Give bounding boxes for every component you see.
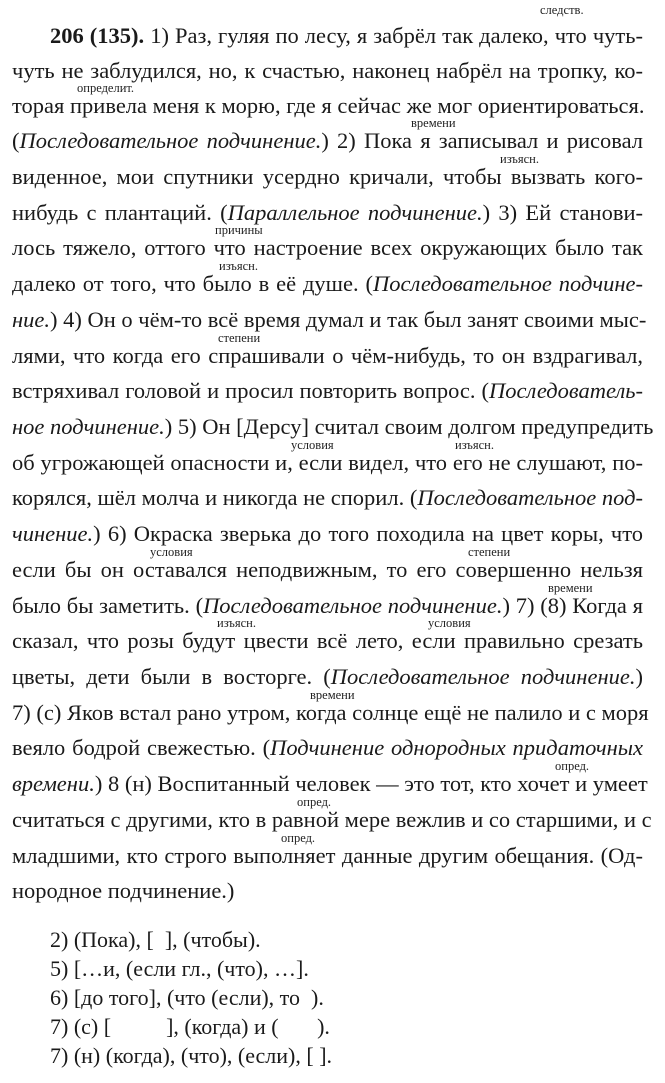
text-line (50, 25, 643, 46)
text-line (12, 595, 643, 616)
italic-note: Последовательное под- (417, 485, 643, 510)
text-segment: чуть не заблудился, но, к счастью, наконец набрёл на тропку, ко- (12, 58, 643, 83)
text-line (12, 771, 648, 796)
text-line (12, 307, 647, 332)
text-segment: лось тяжело, оттого что настроение всех окружающих было так (12, 235, 643, 260)
text-line (12, 273, 643, 294)
italic-note: времени. (12, 771, 95, 796)
text-segment: торая привела меня к морю, где я сейчас же мог ориентироваться. (12, 93, 645, 118)
text-segment: цветы, дети были в восторге. ( (12, 664, 331, 689)
clause-annotation: времени (548, 581, 593, 595)
text-segment: виденное, мои спутники усердно кричали, чтобы вызвать кого- (12, 164, 643, 189)
text-line (12, 845, 643, 866)
scheme-line: 7) (н) (когда), (что), (если), [ ]. (50, 1043, 333, 1068)
clause-annotation: степени (468, 545, 511, 559)
clause-annotation: опред. (297, 795, 332, 809)
italic-note: чинение. (12, 521, 94, 546)
text-line (12, 807, 652, 832)
italic-note: Последовательное подчинение. (330, 664, 636, 689)
text-segment: ) 8 (н) Воспитанный человек — это тот, кто хочет и умеет (94, 771, 648, 796)
text-segment: ) (635, 664, 643, 689)
text-line (12, 523, 643, 544)
text-line (12, 630, 643, 651)
text-segment: об угрожающей опасности и, если видел, что его не слушают, по- (12, 450, 643, 475)
text-line (12, 737, 643, 758)
text-line (12, 880, 643, 901)
text-line (12, 559, 643, 580)
clause-annotation: условия (150, 545, 193, 559)
italic-note: Последователь- (489, 378, 643, 403)
clause-annotation: времени (411, 116, 456, 130)
text-line (12, 380, 643, 401)
text-segment: далеко от того, что было в её душе. ( (12, 271, 373, 296)
italic-note: ное подчинение. (12, 414, 165, 439)
clause-annotation: определит. (77, 81, 135, 95)
text-line (12, 452, 643, 473)
scheme-line: 5) […и, (если гл., (что), …]. (50, 956, 309, 981)
text-segment: встряхивал головой и просил повторить вопрос. ( (12, 378, 489, 403)
text-segment: ( (12, 128, 20, 153)
text-segment: ) 7) (8) Когда я (502, 593, 643, 618)
text-line (12, 60, 643, 81)
text-line (12, 700, 649, 725)
italic-note: Параллельное подчинение. (227, 200, 483, 225)
clause-annotation: изъясн. (217, 616, 256, 630)
clause-annotation: опред. (555, 759, 590, 773)
text-segment: было бы заметить. ( (12, 593, 204, 618)
text-line (12, 345, 643, 366)
clause-annotation: условия (291, 438, 334, 452)
text-segment: считаться с другими, кто в равной мере вежлив и со старшими, и с (12, 807, 652, 832)
italic-note: ние. (12, 307, 51, 332)
text-line (12, 666, 643, 687)
text-line (12, 166, 643, 187)
text-segment: нибудь с плантаций. ( (12, 200, 228, 225)
scheme-line: 7) (с) [ ], (когда) и ( ). (50, 1014, 330, 1039)
text-segment: корялся, шёл молча и никогда не спорил. ( (12, 485, 418, 510)
clause-annotation: степени (218, 331, 261, 345)
text-line (12, 414, 654, 439)
italic-note: Последовательное подчинение. (203, 593, 503, 618)
text-line (12, 487, 643, 508)
scheme-line: 6) [до того], (что (если), то ). (50, 985, 324, 1010)
text-segment: лями, что когда его спрашивали о чём-нибудь, то он вздрагивал, (12, 343, 643, 368)
clause-annotation: причины (215, 223, 263, 237)
clause-annotation: условия (428, 616, 471, 630)
text-line (12, 237, 643, 258)
text-segment: ) 4) Он о чём-то всё время думал и так был занят своими мыс- (50, 307, 647, 332)
text-segment: веяло бодрой свежестью. ( (12, 735, 271, 760)
text-line (12, 130, 643, 151)
italic-note: Подчинение однородных придаточных (270, 735, 643, 760)
text-segment: ) 5) Он [Дерсу] считал своим долгом предупредить (164, 414, 654, 439)
text-line (12, 95, 643, 116)
exercise-number: 206 (135). (50, 23, 145, 48)
clause-annotation: изъясн. (219, 259, 258, 273)
text-segment: младшими, кто строго выполняет данные другим обещания. (Од- (12, 843, 643, 868)
text-segment: ) 3) Ей станови- (482, 200, 643, 225)
text-segment: 1) Раз, гуляя по лесу, я забрёл так далеко, что чуть- (144, 23, 643, 48)
italic-note: Последовательное подчине- (372, 271, 643, 296)
text-segment: ) 2) Пока я записывал и рисовал (321, 128, 643, 153)
text-segment: если бы он оставался неподвижным, то его совершенно нельзя (12, 557, 643, 582)
italic-note: Последовательное подчинение. (19, 128, 322, 153)
clause-annotation: времени (310, 688, 355, 702)
clause-annotation: изъясн. (500, 152, 539, 166)
text-segment: нородное подчинение.) (12, 878, 235, 903)
scheme-line: 2) (Пока), [ ], (чтобы). (50, 927, 261, 952)
text-segment: сказал, что розы будут цвести всё лето, если правильно срезать (12, 628, 643, 653)
clause-annotation: следств. (540, 3, 584, 17)
text-segment: ) 6) Окраска зверька до того походила на цвет коры, что (93, 521, 643, 546)
clause-annotation: опред. (281, 831, 316, 845)
text-segment: 7) (с) Яков встал рано утром, когда солнце ещё не палило и с моря (12, 700, 649, 725)
clause-annotation: изъясн. (455, 438, 494, 452)
text-line (12, 202, 643, 223)
